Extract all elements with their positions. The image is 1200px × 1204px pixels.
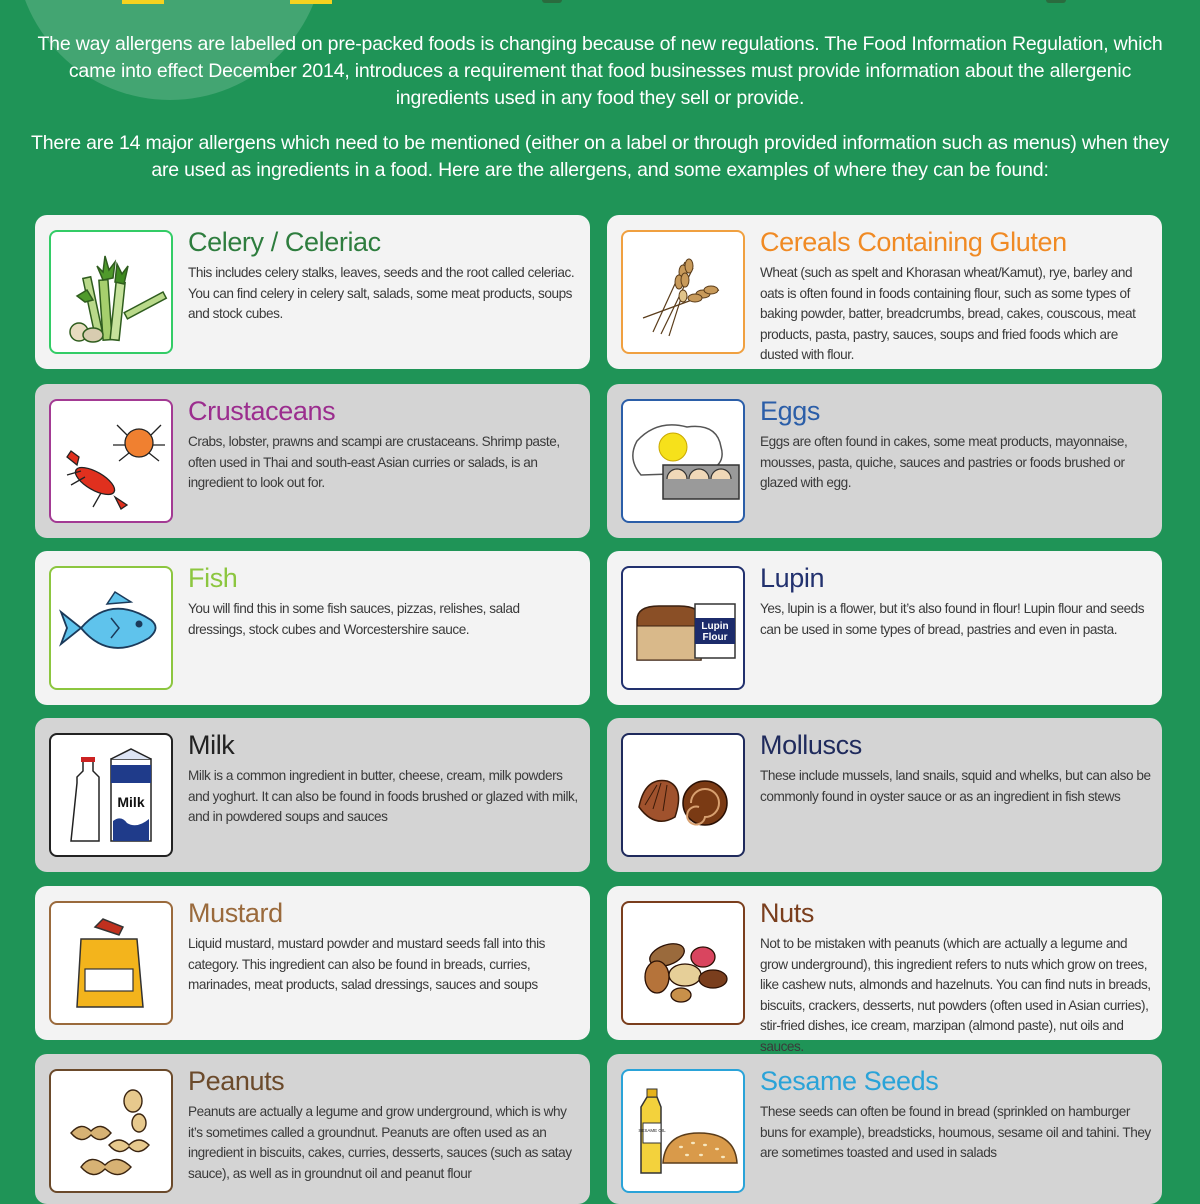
header-tab-1 bbox=[122, 0, 164, 4]
allergen-name: Peanuts bbox=[188, 1066, 285, 1096]
lupin-flour-icon bbox=[621, 566, 745, 690]
allergen-description: You will find this in some fish sauces, pizzas, relishes, salad dressings, stock cubes and Worcestershire sauce. bbox=[188, 601, 520, 637]
allergen-description: Yes, lupin is a flower, but it’s also found in flour! Lupin flour and seeds can be used in some types of bread, pastries and even in pasta. bbox=[760, 601, 1145, 637]
lupin-icon-label-2: Flour bbox=[702, 632, 728, 643]
allergen-name: Molluscs bbox=[760, 730, 862, 760]
sesame-icon bbox=[621, 1069, 745, 1193]
nuts-icon bbox=[621, 901, 745, 1025]
molluscs-icon bbox=[621, 733, 745, 857]
allergen-name: Milk bbox=[188, 730, 235, 760]
eggs-icon bbox=[621, 399, 745, 523]
allergen-description: Wheat (such as spelt and Khorasan wheat/Kamut), rye, barley and oats is often found in foods containing flour, such as some types of baking powder, batter, breadcrumbs, bread, cakes, couscous, meat products, pasta, pastry, sauces, soups and fried foods which are dusted with flour. bbox=[760, 265, 1136, 363]
header-mark-1 bbox=[542, 0, 562, 3]
crustacean-icon bbox=[49, 399, 173, 523]
allergen-description: This includes celery stalks, leaves, seeds and the root called celeriac. You can find celery in celery salt, salads, some meat products, soups and stock cubes. bbox=[188, 265, 575, 322]
allergen-card-mustard bbox=[35, 886, 590, 1040]
allergen-card-celery bbox=[35, 215, 590, 369]
sesame-oil-label: SESAME OIL bbox=[638, 1128, 666, 1133]
peanuts-icon bbox=[49, 1069, 173, 1193]
allergen-description: These include mussels, land snails, squid and whelks, but can also be commonly found in oyster sauce or as an ingredient in fish stews bbox=[760, 768, 1151, 804]
allergen-card-eggs bbox=[607, 384, 1162, 538]
allergen-name: Lupin bbox=[760, 563, 825, 593]
allergen-card-sesame bbox=[607, 1054, 1162, 1204]
allergen-description: Peanuts are actually a legume and grow underground, which is why it’s sometimes called a groundnut. Peanuts are often used as an ingredient in biscuits, cakes, curries, desserts, sauces (such as satay sauce), as well as in groundnut oil and peanut flour bbox=[188, 1104, 572, 1181]
allergen-description: Milk is a common ingredient in butter, cheese, cream, milk powders and yoghurt. It can also be found in foods brushed or glazed with milk, and in powdered soups and sauces bbox=[188, 768, 578, 825]
allergen-card-milk bbox=[35, 718, 590, 872]
wheat-icon bbox=[621, 230, 745, 354]
allergen-card-nuts bbox=[607, 886, 1162, 1054]
allergen-name: Fish bbox=[188, 563, 238, 593]
allergen-card-gluten bbox=[607, 215, 1162, 369]
mustard-icon bbox=[49, 901, 173, 1025]
allergen-card-peanuts bbox=[35, 1054, 590, 1204]
intro-paragraph-1: The way allergens are labelled on pre-packed foods is changing because of new regulations. The Food Information Regulation, which came into effect December 2014, introduces a requirement that food businesses must provide information about the allergenic ingredients used in any food they sell or provide. bbox=[37, 33, 1163, 109]
allergen-name: Celery / Celeriac bbox=[188, 227, 381, 257]
allergen-description: These seeds can often be found in bread (sprinkled on hamburger buns for example), breadsticks, houmous, sesame oil and tahini. They are sometimes toasted and used in salads bbox=[760, 1104, 1151, 1161]
allergen-description: Crabs, lobster, prawns and scampi are crustaceans. Shrimp paste, often used in Thai and south-east Asian curries or salads, is an ingredient to look out for. bbox=[188, 434, 560, 491]
allergen-name: Eggs bbox=[760, 396, 820, 426]
allergen-name: Cereals Containing Gluten bbox=[760, 227, 1067, 257]
intro-paragraph-2: There are 14 major allergens which need to be mentioned (either on a label or through provided information such as menus) when they are used as ingredients in a food. Here are the allergens, and some examples of where they can be found: bbox=[31, 132, 1169, 181]
allergen-card-fish bbox=[35, 551, 590, 705]
allergen-card-molluscs bbox=[607, 718, 1162, 872]
celery-icon bbox=[49, 230, 173, 354]
allergen-name: Nuts bbox=[760, 898, 814, 928]
lupin-icon-label-1: Lupin bbox=[701, 621, 729, 632]
fish-icon bbox=[49, 566, 173, 690]
milk-icon bbox=[49, 733, 173, 857]
allergen-card-crustaceans bbox=[35, 384, 590, 538]
allergen-name: Crustaceans bbox=[188, 396, 336, 426]
allergen-description: Liquid mustard, mustard powder and mustard seeds fall into this category. This ingredient can also be found in breads, curries, marinades, meat products, salad dressings, sauces and soups bbox=[188, 936, 546, 993]
allergen-description: Eggs are often found in cakes, some meat products, mayonnaise, mousses, pasta, quiche, sauces and pastries or foods brushed or glazed with egg. bbox=[760, 434, 1128, 491]
allergen-name: Sesame Seeds bbox=[760, 1066, 939, 1096]
header-tab-2 bbox=[290, 0, 332, 4]
allergen-name: Mustard bbox=[188, 898, 283, 928]
milk-icon-label: Milk bbox=[117, 794, 145, 810]
allergen-description: Not to be mistaken with peanuts (which are actually a legume and grow underground), this ingredient refers to nuts which grow on trees, like cashew nuts, almonds and hazelnuts. You can find nuts in breads, biscuits, crackers, desserts, nut powders (often used in Asian curries), stir-fried dishes, ice cream, marzipan (almond paste), nut oils and sauces. bbox=[760, 936, 1151, 1054]
header-mark-2 bbox=[1046, 0, 1066, 3]
allergen-card-lupin bbox=[607, 551, 1162, 705]
